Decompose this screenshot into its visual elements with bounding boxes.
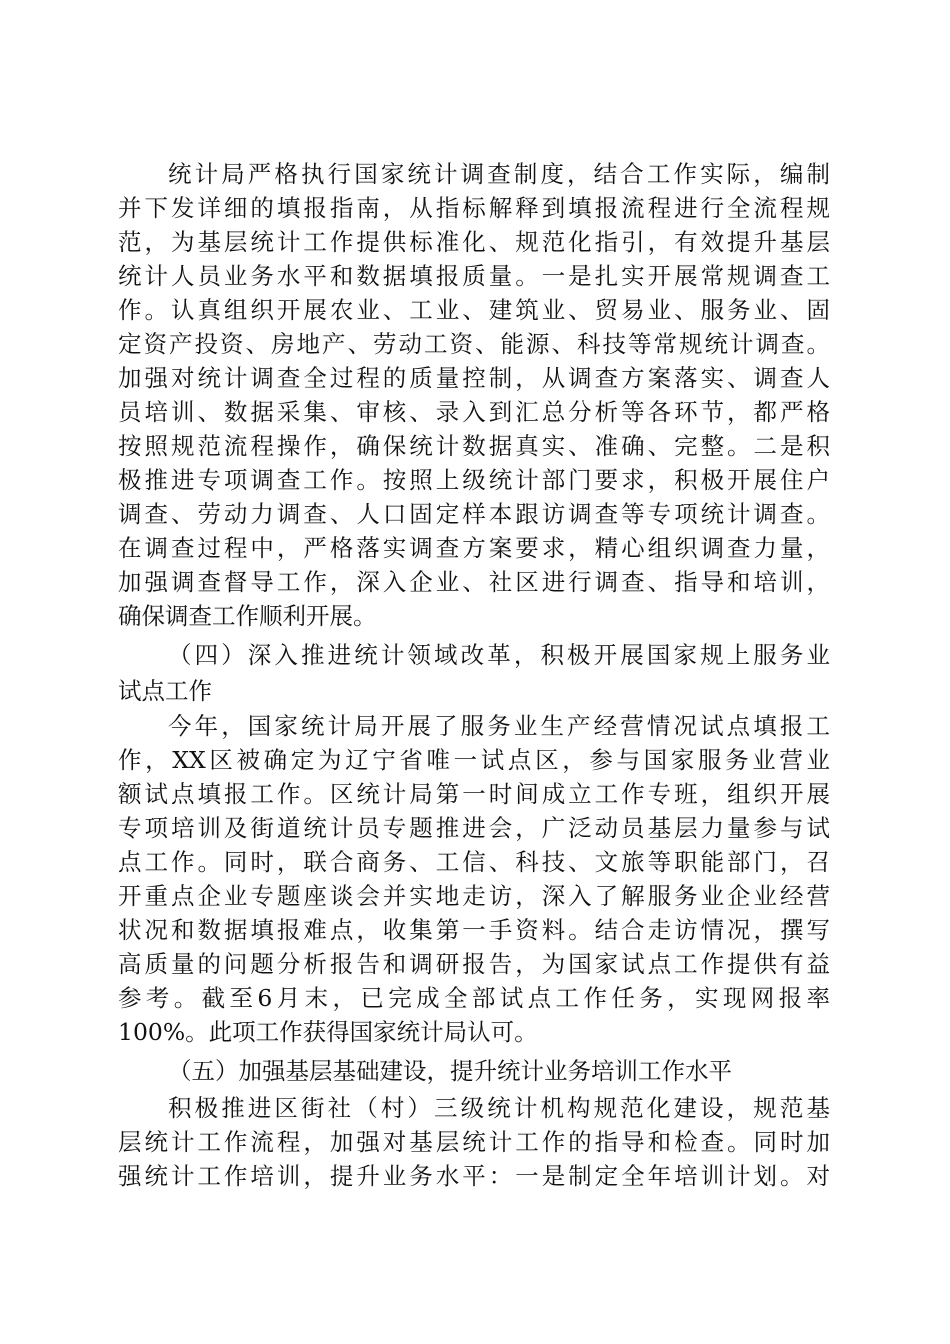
section-heading-4-line-2: 试点工作 <box>118 677 212 705</box>
paragraph-2-line-5: 点工作。同时，联合商务、工信、科技、文旅等职能部门，召 <box>118 848 830 876</box>
paragraph-1-line-1: 统计局严格执行国家统计调查制度，结合工作实际，编制 <box>168 160 830 188</box>
paragraph-2-line-2: 作，XX区被确定为辽宁省唯一试点区，参与国家服务业营业 <box>118 746 830 774</box>
paragraph-1-line-12: 在调查过程中，严格落实调查方案要求，精心组织调查力量， <box>118 534 830 562</box>
paragraph-2-line-7: 状况和数据填报难点，收集第一手资料。结合走访情况，撰写 <box>118 916 830 944</box>
paragraph-1-line-8: 员培训、数据采集、审核、录入到汇总分析等各环节，都严格 <box>118 398 830 426</box>
paragraph-2-line-1: 今年，国家统计局开展了服务业生产经营情况试点填报工 <box>168 712 830 740</box>
paragraph-1-line-6: 定资产投资、房地产、劳动工资、能源、科技等常规统计调查。 <box>118 330 830 358</box>
paragraph-2-line-6: 开重点企业专题座谈会并实地走访，深入了解服务业企业经营 <box>118 882 830 910</box>
paragraph-1-line-2: 并下发详细的填报指南，从指标解释到填报流程进行全流程规 <box>118 194 830 222</box>
paragraph-1-line-9: 按照规范流程操作，确保统计数据真实、准确、完整。二是积 <box>118 432 830 460</box>
paragraph-1-line-13: 加强调查督导工作，深入企业、社区进行调查、指导和培训， <box>118 568 830 596</box>
paragraph-3-line-2: 层统计工作流程，加强对基层统计工作的指导和检查。同时加 <box>118 1128 830 1156</box>
paragraph-2-line-3: 额试点填报工作。区统计局第一时间成立工作专班，组织开展 <box>118 780 830 808</box>
paragraph-2-line-4: 专项培训及街道统计员专题推进会，广泛动员基层力量参与试 <box>118 814 830 842</box>
paragraph-2-line-8: 高质量的问题分析报告和调研报告，为国家试点工作提供有益 <box>118 950 830 978</box>
paragraph-2-line-9: 参考。截至6月末，已完成全部试点工作任务，实现网报率 <box>118 984 830 1012</box>
paragraph-2-line-10: 100%。此项工作获得国家统计局认可。 <box>118 1018 538 1046</box>
section-heading-4-line-1: （四）深入推进统计领域改革，积极开展国家规上服务业 <box>168 641 830 669</box>
paragraph-3-line-3: 强统计工作培训，提升业务水平：一是制定全年培训计划。对 <box>118 1162 830 1190</box>
section-heading-5: （五）加强基层基础建设，提升统计业务培训工作水平 <box>168 1057 732 1085</box>
paragraph-1-line-14: 确保调查工作顺利开展。 <box>118 602 377 630</box>
paragraph-1-line-7: 加强对统计调查全过程的质量控制，从调查方案落实、调查人 <box>118 364 830 392</box>
paragraph-1-line-11: 调查、劳动力调查、人口固定样本跟访调查等专项统计调查。 <box>118 500 830 528</box>
paragraph-1-line-5: 作。认真组织开展农业、工业、建筑业、贸易业、服务业、固 <box>118 296 830 324</box>
paragraph-1-line-10: 极推进专项调查工作。按照上级统计部门要求，积极开展住户 <box>118 466 830 494</box>
paragraph-1-line-3: 范，为基层统计工作提供标准化、规范化指引，有效提升基层 <box>118 228 830 256</box>
paragraph-3-line-1: 积极推进区街社（村）三级统计机构规范化建设，规范基 <box>168 1094 830 1122</box>
paragraph-1-line-4: 统计人员业务水平和数据填报质量。一是扎实开展常规调查工 <box>118 262 830 290</box>
